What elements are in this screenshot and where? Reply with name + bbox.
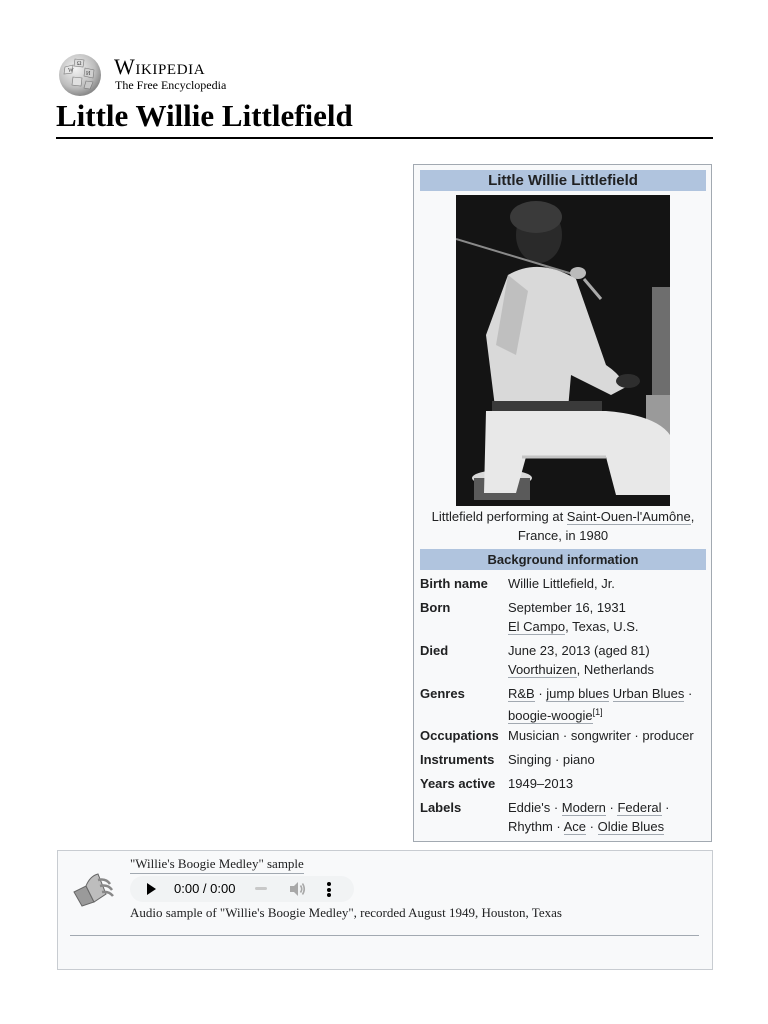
- photo-caption: [420, 507, 706, 545]
- infobox-row-birth-name: [420, 574, 706, 593]
- caption-text-end: , France, in 1980: [517, 509, 695, 543]
- label-separator: ·: [661, 800, 670, 815]
- label-separator: ·: [550, 800, 562, 815]
- more-options-icon[interactable]: [327, 882, 331, 897]
- caption-text: Littlefield performing at: [431, 509, 567, 524]
- el-campo-link[interactable]: El Campo: [508, 619, 566, 634]
- label-link-modern[interactable]: Modern: [561, 800, 606, 815]
- audio-divider: [70, 935, 699, 936]
- label-link-oldie-blues[interactable]: Oldie Blues: [597, 819, 665, 834]
- label-eddies: Eddie's: [508, 800, 551, 815]
- genres-label: Genres: [420, 686, 465, 701]
- instruments-label: Instruments: [420, 752, 495, 767]
- infobox-photo[interactable]: [456, 195, 670, 506]
- label-separator: ·: [552, 819, 564, 834]
- svg-text:W: W: [68, 68, 74, 74]
- speaker-icon: [70, 868, 115, 910]
- wikipedia-wordmark[interactable]: Wikipedia: [114, 54, 206, 79]
- labels-label: Labels: [420, 800, 462, 815]
- label-separator: ·: [605, 800, 618, 815]
- born-label: Born: [420, 600, 451, 615]
- wikipedia-tagline: The Free Encyclopedia: [115, 78, 227, 92]
- died-place-rest: , Netherlands: [576, 662, 654, 677]
- infobox-row-born: [420, 598, 706, 636]
- infobox-row-years-active: [420, 774, 706, 793]
- infobox-title: Little Willie Littlefield: [420, 170, 706, 191]
- label-link-ace[interactable]: Ace: [563, 819, 587, 834]
- died-label: Died: [420, 643, 449, 658]
- label-separator: ·: [586, 819, 598, 834]
- birth-name-label: Birth name: [420, 576, 488, 591]
- infobox-row-occupations: [420, 726, 706, 745]
- volume-icon[interactable]: [288, 881, 306, 897]
- genre-link-urban-blues[interactable]: Urban Blues: [612, 686, 685, 701]
- genre-separator: ·: [534, 686, 547, 701]
- instruments-value: Singing · piano: [508, 752, 595, 767]
- years-active-label: Years active: [420, 776, 496, 791]
- audio-description: Audio sample of "Willie's Boogie Medley", recorded August 1949, Houston, Texas: [130, 905, 562, 920]
- background-information-header: Background information: [420, 549, 706, 570]
- seek-bar[interactable]: [255, 887, 267, 890]
- infobox-row-died: [420, 641, 706, 679]
- genre-separator: ·: [684, 686, 693, 701]
- infobox-row-genres: [420, 684, 706, 722]
- died-date: June 23, 2013 (aged 81): [508, 643, 650, 658]
- svg-text:Ω: Ω: [77, 61, 82, 67]
- infobox-row-instruments: [420, 750, 706, 769]
- audio-time: 0:00 / 0:00: [174, 881, 236, 896]
- reference-link-1[interactable]: [1]: [592, 707, 603, 717]
- occupations-label: Occupations: [420, 728, 499, 743]
- audio-player[interactable]: [130, 876, 354, 902]
- title-divider: [56, 137, 713, 139]
- born-date: September 16, 1931: [508, 600, 626, 615]
- audio-title-link[interactable]: "Willie's Boogie Medley" sample: [130, 855, 304, 874]
- label-link-federal[interactable]: Federal: [617, 800, 662, 815]
- voorthuizen-link[interactable]: Voorthuizen: [508, 662, 577, 677]
- born-place-rest: , Texas, U.S.: [565, 619, 639, 634]
- occupations-value: Musician · songwriter · producer: [508, 728, 694, 743]
- birth-name-value: Willie Littlefield, Jr.: [508, 576, 615, 591]
- wikipedia-globe-logo[interactable]: [55, 53, 105, 97]
- genre-link-rnb[interactable]: R&B: [508, 686, 535, 701]
- years-active-value: 1949–2013: [508, 776, 574, 791]
- label-rhythm: Rhythm: [508, 819, 553, 834]
- saint-ouen-link[interactable]: Saint-Ouen-l'Aumône: [566, 509, 691, 524]
- play-icon[interactable]: [147, 883, 156, 895]
- page-title: Little Willie Littlefield: [56, 98, 353, 133]
- svg-text:И: И: [86, 71, 91, 77]
- genre-link-boogie-woogie[interactable]: boogie-woogie: [508, 708, 593, 724]
- infobox-row-labels: [420, 798, 706, 836]
- genre-link-jump-blues[interactable]: jump blues: [546, 686, 610, 701]
